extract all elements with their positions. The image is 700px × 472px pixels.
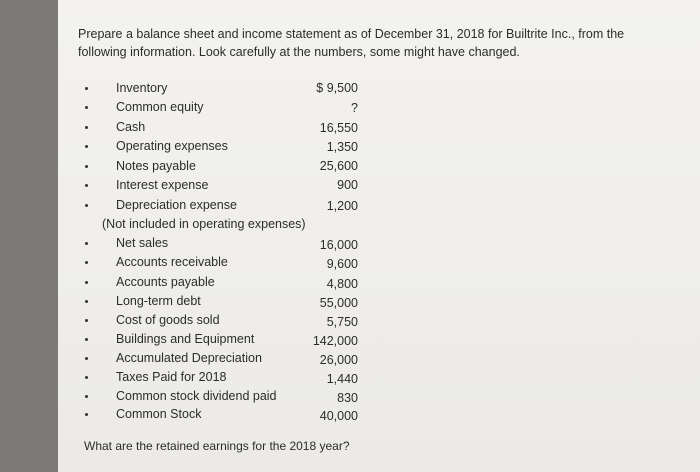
item-amount: 26,000 [319,353,358,367]
item-label: Cash [116,120,146,134]
list-item [58,292,458,310]
bullet-icon [85,204,88,207]
list-item [58,196,458,214]
list-item [58,98,458,116]
bullet-icon [85,395,88,398]
bullet-icon [85,357,88,360]
bullet-icon [85,413,88,416]
bullet-icon [85,126,88,129]
question-text: What are the retained earnings for the 2018 year? [84,439,350,453]
list-item [58,405,458,423]
item-amount: 830 [337,391,358,405]
list-item [58,387,458,405]
item-amount: 1,440 [326,372,358,386]
item-amount: $ 9,500 [316,81,358,95]
bullet-icon [85,242,88,245]
bullet-icon [85,281,88,284]
bullet-icon [85,300,88,303]
bullet-icon [85,261,88,264]
item-label: Operating expenses [116,139,228,153]
depreciation-note: (Not included in operating expenses) [102,217,306,231]
document-page [58,0,700,472]
list-item [58,253,458,271]
item-amount: 1,200 [326,199,358,213]
list-item [58,79,458,97]
item-label: Taxes Paid for 2018 [116,370,227,384]
item-label: Long-term debt [116,294,201,308]
item-amount: ? [351,101,358,115]
item-label: Interest expense [116,178,209,192]
item-amount: 16,000 [319,238,358,252]
list-item [58,368,458,386]
bullet-icon [85,165,88,168]
bullet-icon [85,87,88,90]
list-item [58,137,458,155]
item-label: Accounts payable [116,275,215,289]
instructions-paragraph: Prepare a balance sheet and income statement as of December 31, 2018 for Builtrite Inc., from the following information. Look carefully at the numbers, some might have changed. [78,27,625,59]
item-label: Buildings and Equipment [116,332,255,346]
item-amount: 1,350 [326,140,358,154]
item-label: Common Stock [116,407,202,421]
bullet-icon [85,376,88,379]
item-label: Notes payable [116,159,196,173]
bullet-icon [85,338,88,341]
list-item [58,234,458,252]
item-amount: 4,800 [326,277,358,291]
item-amount: 900 [337,178,358,192]
item-amount: 25,600 [319,159,358,173]
list-item [58,349,458,367]
list-item [58,273,458,291]
bullet-icon [85,319,88,322]
item-amount: 9,600 [326,257,358,271]
list-item [58,157,458,175]
item-label: Inventory [116,81,168,95]
item-amount: 40,000 [319,409,358,423]
item-amount: 5,750 [326,315,358,329]
bullet-icon [85,145,88,148]
item-amount: 142,000 [312,334,358,348]
list-item [58,311,458,329]
item-label: Net sales [116,236,169,250]
list-item [58,176,458,194]
item-amount: 55,000 [319,296,358,310]
item-amount: 16,550 [319,121,358,135]
list-item [58,118,458,136]
bullet-icon [85,106,88,109]
list-item [58,330,458,348]
item-label: Common stock dividend paid [116,389,277,403]
item-label: Common equity [116,100,204,114]
item-label: Accumulated Depreciation [116,351,262,365]
bullet-icon [85,184,88,187]
item-label: Cost of goods sold [116,313,220,327]
item-label: Accounts receivable [116,255,228,269]
item-label: Depreciation expense [116,198,237,212]
